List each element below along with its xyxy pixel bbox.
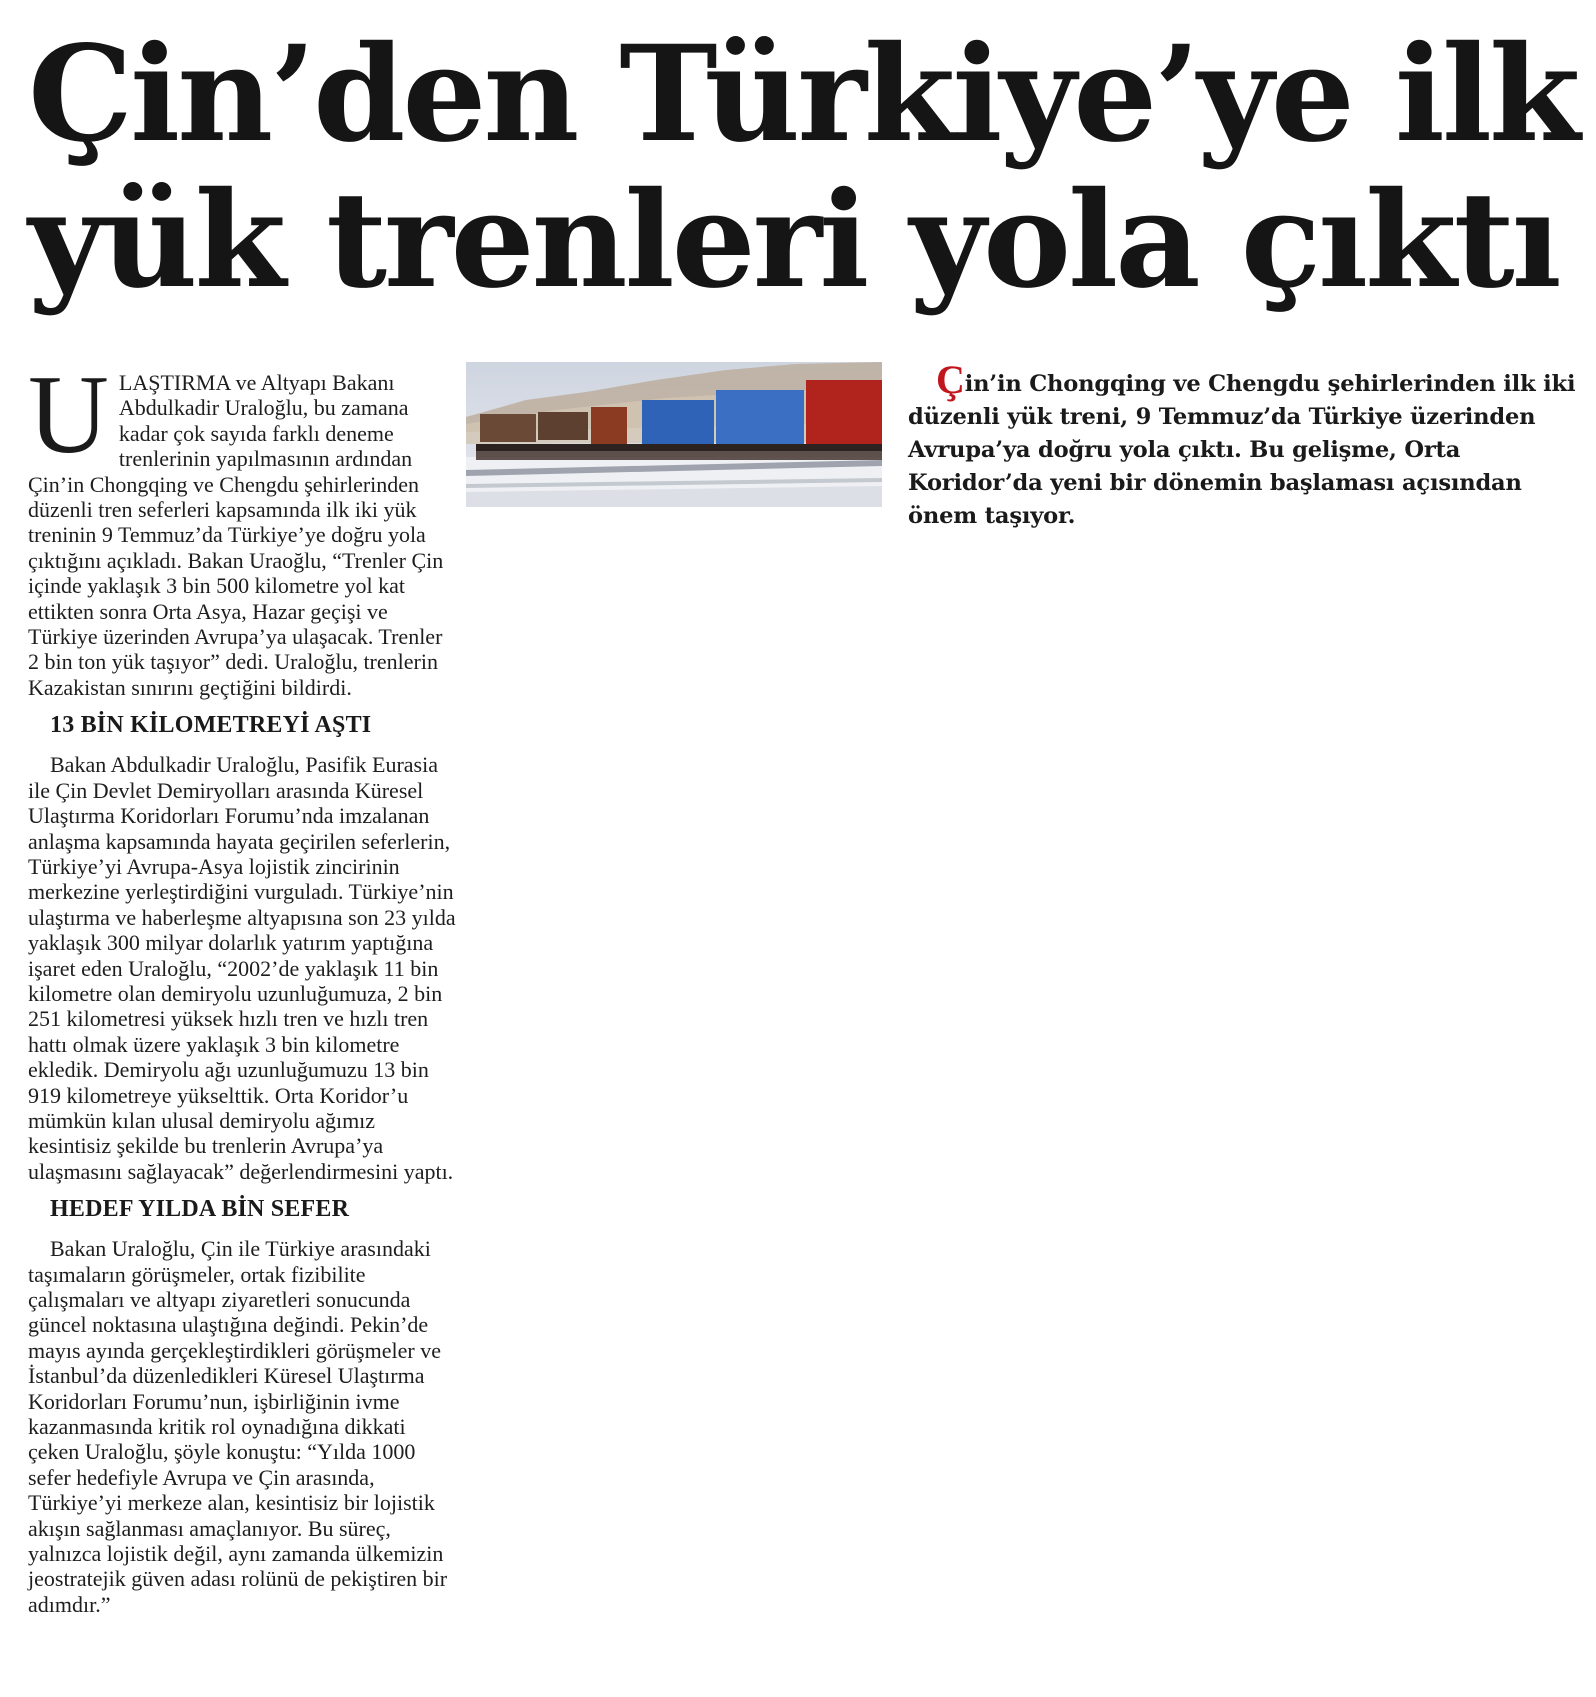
subhead-hedef-yilda-bin-sefer: HEDEF YILDA BİN SEFER (50, 1196, 350, 1223)
freight-train-photo (466, 362, 882, 507)
lede-paragraph (28, 353, 458, 700)
hopper-wagon-2 (538, 412, 588, 440)
container-red (806, 380, 882, 448)
container-rust (591, 407, 627, 447)
paragraph-2: Bakan Abdulkadir Uraloğlu, Pasifik Eurasia ile Çin Devlet Demiryolları arasında Küresel Ulaştırma Koridorları Forumu’nda imzalanan anlaşma kapsamında hayata geçirilen seferlerin, Türkiye’yi Avrupa-Asya lojistik zincirinin merkezine yerleştirdiğini vurguladı. Türkiye’nin ulaştırma ve haberleşme altyapısına son 23 yılda yaklaşık 300 milyar dolarlık yatırım yaptığına işaret eden Uraloğlu, “2002’de yaklaşık 11 bin kilometre olan demiryolu uzunluğumuza, 2 bin 251 kilometresi yüksek hızlı tren ve hızlı tren hattı olmak üzere yaklaşık 3 bin kilometre ekledik. Demiryolu ağı uzunluğumuzu 13 bin 919 kilometreye yükselttik. Orta Koridor’u mümkün kılan ulusal demiryolu ağımız kesintisiz şekilde bu trenlerin Avrupa’ya ulaşmasını sağlayacak” değerlendirmesini yaptı. (28, 752, 456, 1184)
spot-initial: Ç (936, 357, 965, 402)
drop-cap: U (28, 353, 109, 477)
lede-text: ve Altyapı Bakanı Abdulkadir Uraloğlu, bu zamana kadar çok sayıda farklı deneme trenlerinin yapılmasının ardından Çin’in Chongqing ve Chengdu şehirlerinden düzenli tren seferleri kapsamında ilk iki yük treninin 9 Temmuz’da Türkiye’ye doğru yola çıktığını açıkladı. Bakan Uraoğlu, “Trenler Çin içinde yaklaşık 3 bin 500 kilometre yol kat ettikten sonra Orta Asya, Hazar geçişi ve Türkiye üzerinden Avrupa’ya ulaşacak. Trenler 2 bin ton yük taşıyor” dedi. Uraloğlu, trenlerin Kazakistan sınırını geçtiğini bildirdi. (28, 370, 444, 700)
spot-body: in’in Chongqing ve Chengdu şehirlerinden ilk iki düzenli yük treni, 9 Temmuz’da Türkiye üzerinden Avrupa’ya doğru yola çıktı. Bu gelişme, Orta Koridor’da yeni bir dönemin başlaması açısından önem taşıyor. (908, 371, 1576, 529)
paragraph-3: Bakan Uraloğlu, Çin ile Türkiye arasındaki taşımaların görüşmeler, ortak fizibilite çalışmaları ve altyapı ziyaretleri sonucunda güncel noktasına ulaştığına değindi. Pekin’de mayıs ayında gerçekleştirdikleri görüşmeler ve İstanbul’da düzenledikleri Küresel Ulaştırma Koridorları Forumu’nun, işbirliğinin ivme kazanmasında kritik rol oynadığına dikkati çeken Uraloğlu, şöyle konuştu: “Yılda 1000 sefer hedefiyle Avrupa ve Çin arasında, Türkiye’yi merkeze alan, kesintisiz bir lojistik akışın sağlanması amaçlanıyor. Bu süreç, yalnızca lojistik değil, aynı zamanda ülkemizin jeostratejik güven adası rolünü de pekiştiren bir adımdır.” (28, 1236, 448, 1617)
wagon-frames (476, 444, 882, 451)
subhead-13-bin-kilometre: 13 BİN KİLOMETREYİ AŞTI (50, 712, 372, 739)
spot-text (908, 357, 1583, 533)
headline-line-1: Çin’den Türkiye’ye ilk (28, 17, 1578, 172)
container-blue-1 (642, 400, 714, 446)
article-body (28, 353, 458, 1617)
headline-line-2: yük trenleri yola çıktı (28, 163, 1559, 318)
freight-train-illustration (466, 362, 882, 507)
bogies (476, 451, 882, 460)
headline (28, 17, 1578, 318)
lede-caps: LAŞTIRMA (118, 370, 231, 395)
hopper-wagon-1 (480, 414, 536, 442)
container-blue-2 (716, 390, 804, 446)
